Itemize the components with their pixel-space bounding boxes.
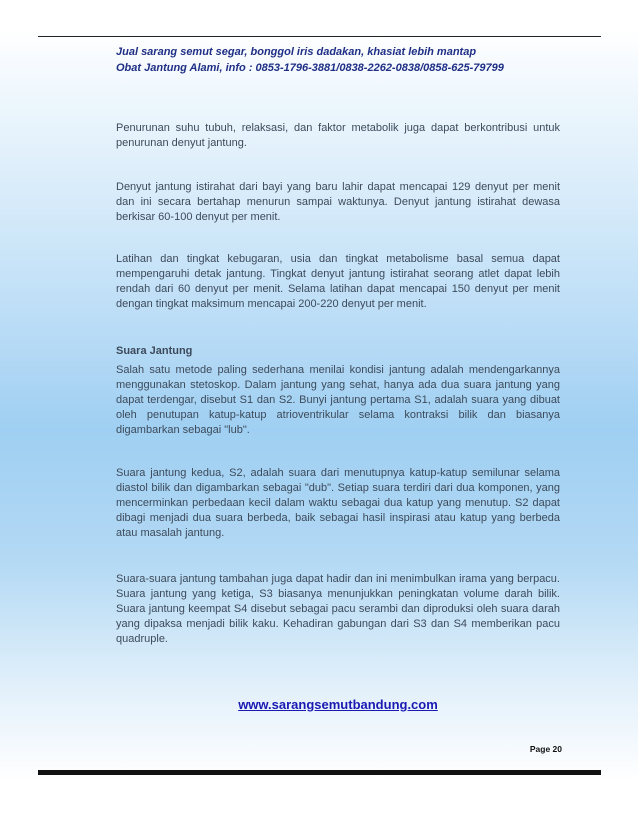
paragraph-5: Suara jantung kedua, S2, adalah suara dari menutupnya katup-katup semilunar selama diastol bilik dan digambarkan sebagai "dub". Setiap suara terdiri dari dua komponen, yang mencerminkan perbedaan kecil dalam waktu sebagai dua katup yang menutup. S2 dapat dibagi menjadi dua suara berbeda, baik sebagai hasil inspirasi atau katup yang berbeda atau masalah jantung. [116, 467, 560, 539]
paragraph-3: Latihan dan tingkat kebugaran, usia dan tingkat metabolisme basal semua dapat mempengaruhi detak jantung. Tingkat denyut jantung istirahat seorang atlet dapat lebih rendah dari 60 denyut per menit. Selama latihan dapat mencapai 150 denyut per menit dengan tingkat maksimum mencapai 200-220 denyut per menit. [116, 253, 560, 310]
header-rule [38, 36, 601, 37]
header-line-contact: Obat Jantung Alami, info : 0853-1796-3881/0838-2262-0838/0858-625-79799 [116, 62, 504, 74]
footer-rule [38, 770, 601, 775]
section-heading: Suara Jantung [116, 345, 193, 357]
header-line-promo: Jual sarang semut segar, bonggol iris dadakan, khasiat lebih mantap [116, 46, 477, 58]
paragraph-6: Suara-suara jantung tambahan juga dapat hadir dan ini menimbulkan irama yang berpacu. Suara jantung yang ketiga, S3 biasanya menunjukkan peningkatan volume darah bilik. Suara jantung keempat S4 disebut sebagai pacu serambi dan diproduksi oleh suara darah yang dipaksa menjadi bilik kaku. Kehadiran gabungan dari S3 dan S4 memberikan pacu quadruple. [116, 573, 560, 645]
paragraph-4: Salah satu metode paling sederhana menilai kondisi jantung adalah mendengarkannya menggunakan stetoskop. Dalam jantung yang sehat, hanya ada dua suara jantung yang dapat terdengar, disebut S1 dan S2. Bunyi jantung pertama S1, adalah suara yang dibuat oleh penutupan katup-katup atrioventrikular selama kontraksi bilik dan biasanya digambarkan sebagai "lub". [116, 364, 560, 436]
paragraph-1: Penurunan suhu tubuh, relaksasi, dan faktor metabolik juga dapat berkontribusi untuk penurunan denyut jantung. [116, 122, 560, 149]
website-link[interactable]: www.sarangsemutbandung.com [238, 697, 438, 712]
page-number: Page 20 [529, 744, 562, 754]
paragraph-2: Denyut jantung istirahat dari bayi yang baru lahir dapat mencapai 129 denyut per menit dan ini secara bertahap menurun sampai waktunya. Denyut jantung istirahat dewasa berkisar 60-100 denyut per menit. [116, 181, 560, 223]
page-header [116, 44, 566, 76]
